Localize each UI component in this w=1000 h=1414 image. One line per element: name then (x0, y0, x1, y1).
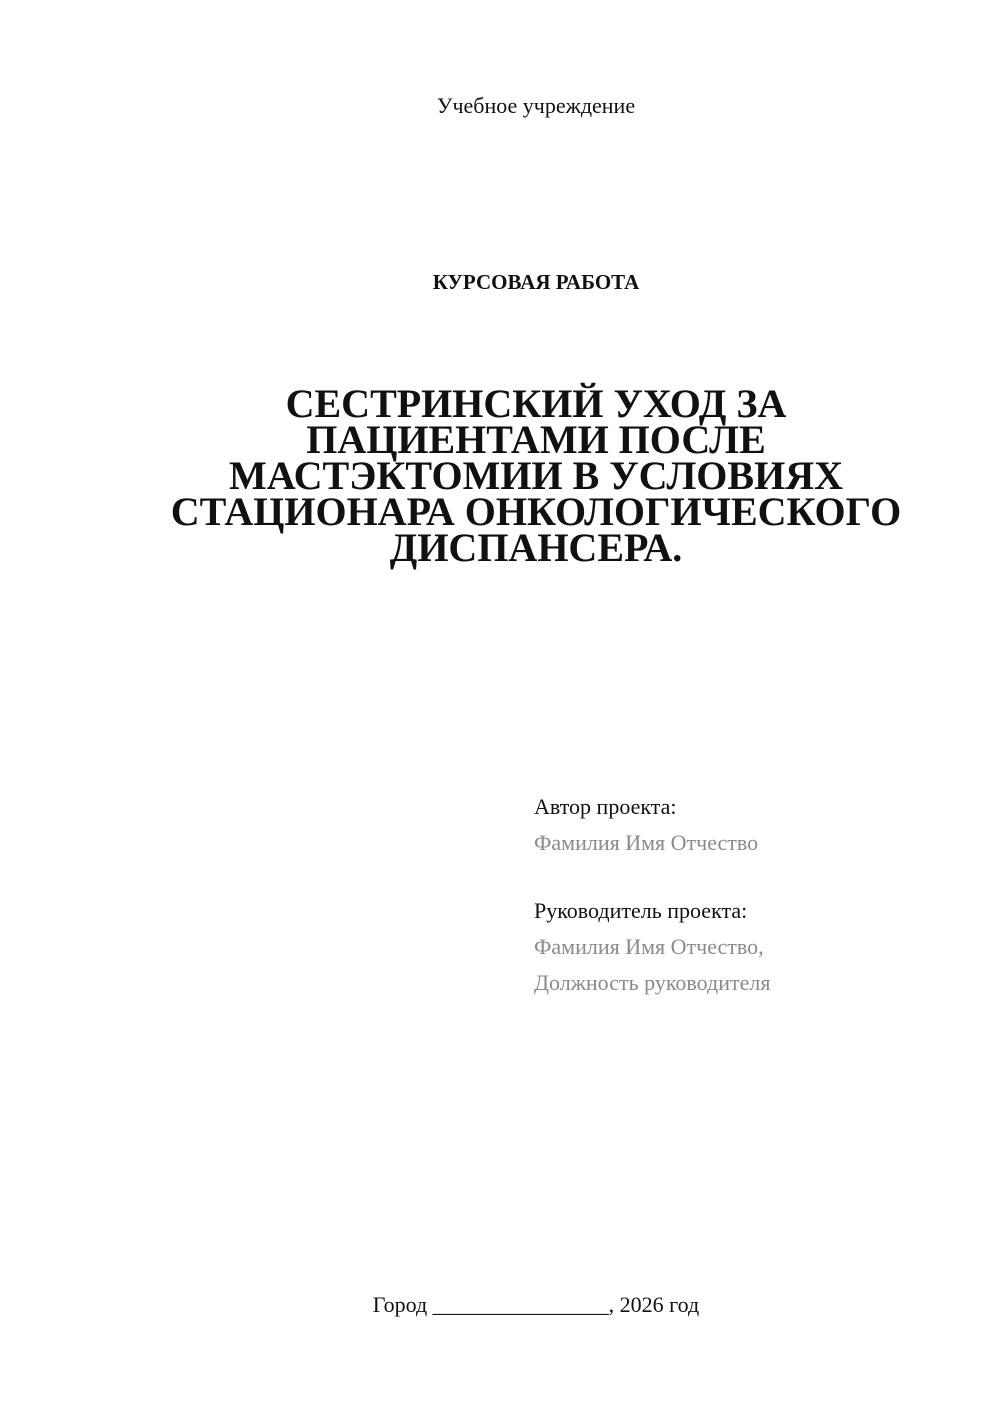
supervisor-label: Руководитель проекта: (534, 898, 748, 923)
city-year-footer: Город ________________, 2026 год (372, 1292, 700, 1317)
title-line: СЕСТРИНСКИЙ УХОД ЗА (285, 381, 787, 426)
institution-name: Учебное учреждение (436, 93, 636, 118)
work-type-heading: КУРСОВАЯ РАБОТА (432, 270, 640, 294)
supervisor-position: Должность руководителя (534, 970, 771, 995)
title-line: ДИСПАНСЕРА. (389, 525, 683, 570)
credits-spacer (534, 861, 974, 893)
title-line: СТАЦИОНАРА ОНКОЛОГИЧЕСКОГО (170, 489, 902, 534)
title-line: ПАЦИЕНТАМИ ПОСЛЕ (306, 417, 766, 462)
title-line: МАСТЭКТОМИИ В УСЛОВИЯХ (228, 453, 843, 498)
author-label: Автор проекта: (534, 794, 677, 819)
credits-block (534, 789, 974, 1001)
author-name: Фамилия Имя Отчество (534, 830, 759, 855)
document-title (120, 381, 952, 570)
supervisor-name: Фамилия Имя Отчество, (534, 934, 764, 959)
